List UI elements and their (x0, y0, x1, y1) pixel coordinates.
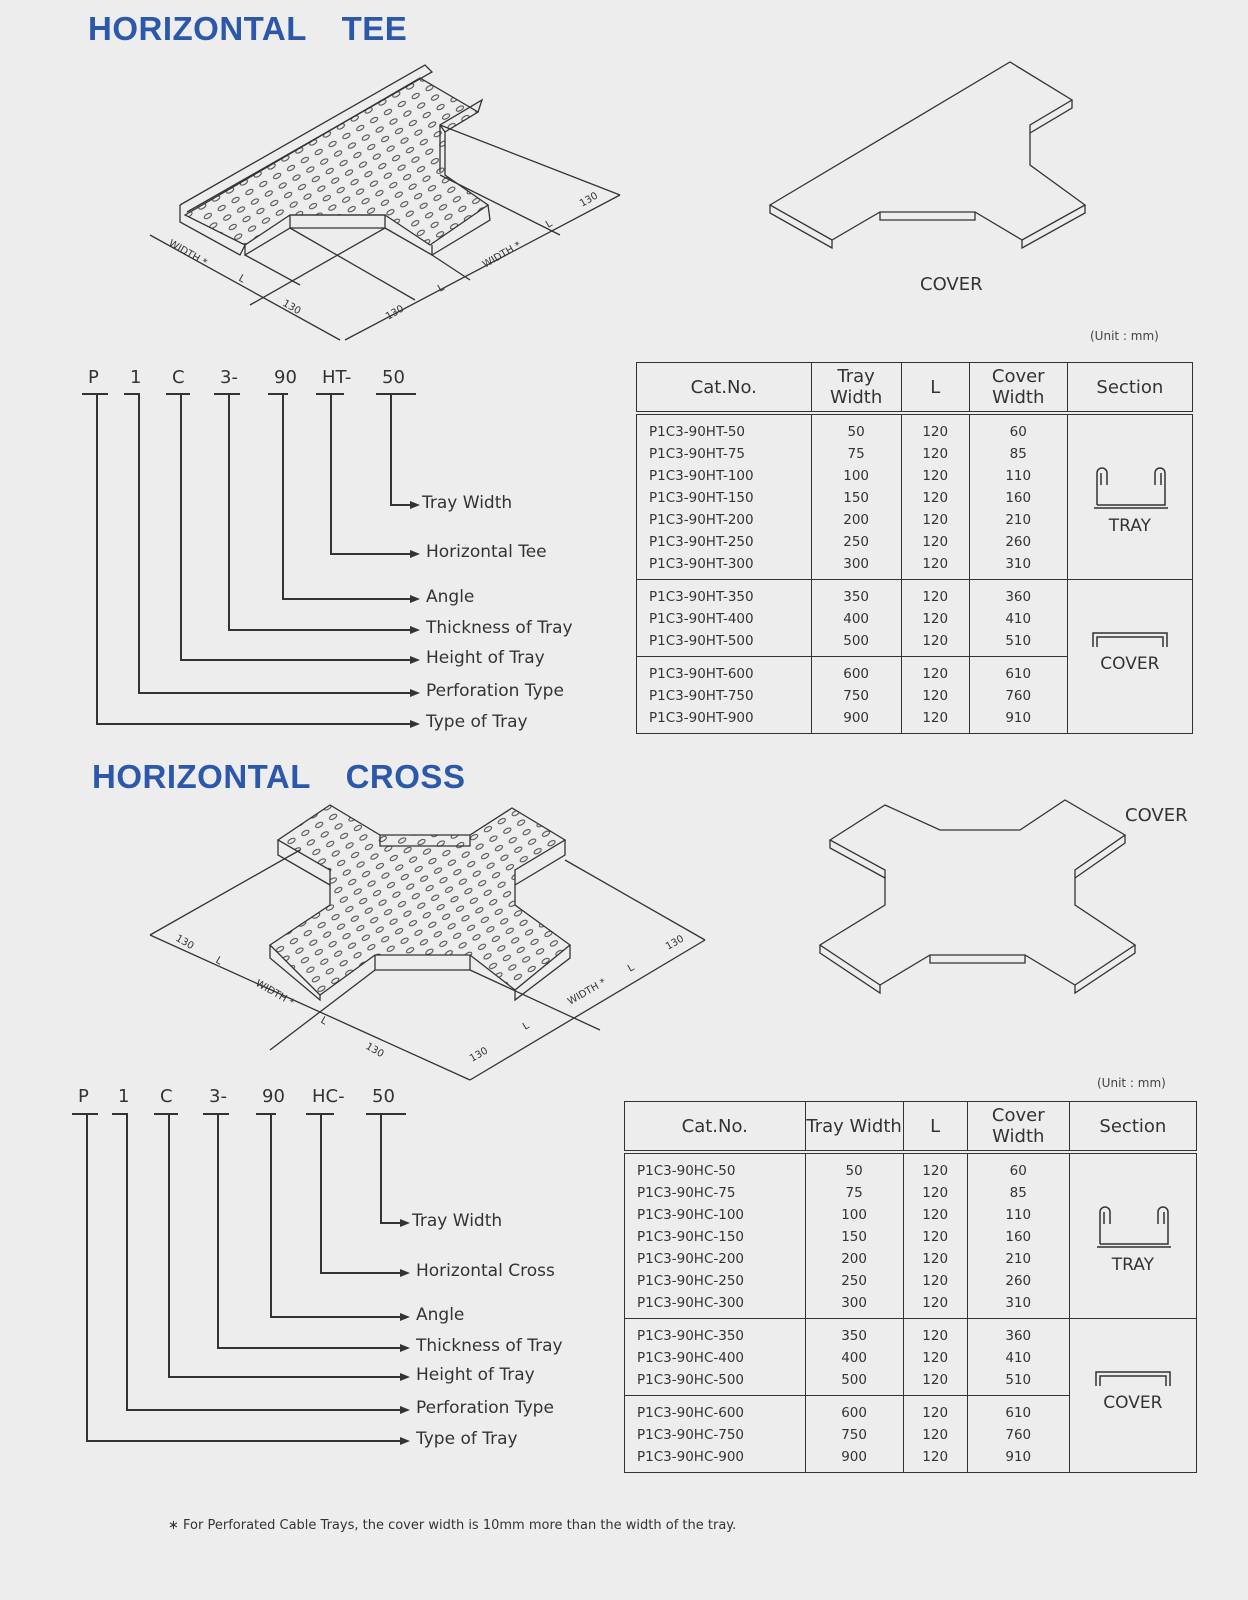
table-cell: 120 (903, 1292, 967, 1319)
section-cover (1069, 1319, 1196, 1473)
table-cell: 120 (901, 553, 969, 580)
table-cell: 120 (903, 1248, 967, 1270)
table-cell: P1C3-90HT-400 (637, 608, 812, 630)
leader-line (330, 393, 332, 553)
table-cell: 120 (901, 413, 969, 443)
table-cell: 150 (805, 1226, 903, 1248)
leader-line (228, 393, 230, 629)
table-cell: 150 (811, 487, 901, 509)
table-cell: 50 (811, 413, 901, 443)
leader-line (390, 504, 410, 506)
table-cell: P1C3-90HT-150 (637, 487, 812, 509)
code-part: P (88, 367, 99, 388)
section-tray (1069, 1152, 1196, 1319)
table-cell: 250 (805, 1270, 903, 1292)
table-cell: 60 (967, 1152, 1069, 1182)
code-part: 50 (382, 367, 405, 388)
table-cell: P1C3-90HC-350 (625, 1319, 806, 1348)
cross-spec-table (624, 1101, 1197, 1473)
table-cell: 360 (969, 580, 1067, 609)
leader-line (138, 692, 410, 694)
table-cell: 200 (805, 1248, 903, 1270)
table-cell: P1C3-90HC-250 (625, 1270, 806, 1292)
table-cell: 300 (805, 1292, 903, 1319)
leader-line (126, 1113, 128, 1409)
table-cell: 760 (969, 685, 1067, 707)
tee-dim-l-far: L (544, 218, 555, 231)
table-header-cell: Section (1069, 1102, 1196, 1153)
table-header-cell: L (901, 363, 969, 414)
code-underline (203, 1113, 229, 1115)
table-cell: P1C3-90HT-200 (637, 509, 812, 531)
tray-section-icon (1085, 465, 1175, 511)
table-cell: P1C3-90HT-250 (637, 531, 812, 553)
code-underline (166, 393, 190, 395)
leader-line (282, 393, 284, 598)
tee-dim-l-right: L (436, 282, 447, 295)
table-cell: 75 (811, 443, 901, 465)
table-cell: P1C3-90HT-500 (637, 630, 812, 657)
table-cell: 510 (969, 630, 1067, 657)
table-cell: 120 (901, 608, 969, 630)
arrow-icon (410, 595, 420, 603)
leader-line (86, 1113, 88, 1440)
leader-line (217, 1113, 219, 1347)
table-cell: P1C3-90HT-600 (637, 657, 812, 686)
table-cell: 750 (811, 685, 901, 707)
arrow-icon (410, 550, 420, 558)
code-legend-label: Tray Width (422, 493, 513, 513)
table-cell: 75 (805, 1182, 903, 1204)
table-cell: 310 (969, 553, 1067, 580)
code-legend-label: Tray Width (412, 1211, 503, 1231)
table-cell: P1C3-90HC-150 (625, 1226, 806, 1248)
section-tray-label: TRAY (1111, 1254, 1154, 1275)
arrow-icon (410, 720, 420, 728)
table-cell: 900 (805, 1446, 903, 1473)
table-cell: 120 (903, 1152, 967, 1182)
table-cell: 160 (967, 1226, 1069, 1248)
code-part: C (172, 367, 185, 388)
table-cell: 100 (805, 1204, 903, 1226)
leader-line (138, 393, 140, 692)
table-cell: 900 (811, 707, 901, 734)
code-part: P (78, 1086, 89, 1107)
arrow-icon (410, 656, 420, 664)
table-cell: 120 (903, 1182, 967, 1204)
table-cell: P1C3-90HC-500 (625, 1369, 806, 1396)
leader-line (180, 659, 410, 661)
section-cover (1067, 580, 1192, 734)
code-legend-label: Thickness of Tray (426, 618, 573, 638)
table-cell: 600 (811, 657, 901, 686)
code-legend-label: Perforation Type (416, 1398, 554, 1418)
leader-line (380, 1222, 400, 1224)
table-cell: 120 (903, 1270, 967, 1292)
arrow-icon (400, 1373, 410, 1381)
table-cell: 300 (811, 553, 901, 580)
arrow-icon (400, 1313, 410, 1321)
table-cell: 410 (967, 1347, 1069, 1369)
leader-line (270, 1113, 272, 1316)
tee-dim-l-left: L (236, 273, 247, 286)
code-part: HC- (312, 1086, 345, 1107)
code-legend-label: Horizontal Tee (426, 542, 547, 562)
table-cell: P1C3-90HC-300 (625, 1292, 806, 1319)
code-underline (82, 393, 108, 395)
table-header-cell: Cover Width (969, 363, 1067, 414)
leader-line (96, 393, 98, 723)
tee-dim-width-left: WIDTH * (166, 238, 209, 269)
leader-line (320, 1272, 400, 1274)
section-tray (1067, 413, 1192, 580)
code-legend-label: Horizontal Cross (416, 1261, 555, 1281)
section-cover-label: COVER (1100, 654, 1160, 674)
arrow-icon (400, 1344, 410, 1352)
table-cell: P1C3-90HT-50 (637, 413, 812, 443)
arrow-icon (410, 501, 420, 509)
table-cell: P1C3-90HC-75 (625, 1182, 806, 1204)
code-part: 90 (262, 1086, 285, 1107)
leader-line (320, 1113, 322, 1272)
table-cell: 60 (969, 413, 1067, 443)
table-cell: 120 (901, 509, 969, 531)
leader-line (180, 393, 182, 659)
cross-dim-130-right: 130 (468, 1045, 491, 1065)
table-cell: P1C3-90HC-600 (625, 1396, 806, 1425)
cross-unit: (Unit : mm) (1097, 1076, 1166, 1090)
code-underline (268, 393, 288, 395)
table-cell: 910 (969, 707, 1067, 734)
cross-cover-label: COVER (1125, 805, 1188, 826)
section-cover-label: COVER (1103, 1393, 1163, 1413)
table-cell: 310 (967, 1292, 1069, 1319)
cross-dim-l-left: L (213, 955, 224, 968)
table-cell: P1C3-90HC-100 (625, 1204, 806, 1226)
table-cell: 50 (805, 1152, 903, 1182)
arrow-icon (410, 689, 420, 697)
table-cell: 110 (969, 465, 1067, 487)
table-cell: P1C3-90HT-300 (637, 553, 812, 580)
tee-unit: (Unit : mm) (1090, 329, 1159, 343)
leader-line (168, 1113, 170, 1376)
cross-dim-width-left: WIDTH * (253, 978, 296, 1009)
table-cell: 120 (903, 1369, 967, 1396)
table-cell: 120 (901, 580, 969, 609)
table-header-cell: Cat.No. (625, 1102, 806, 1153)
table-cell: 120 (901, 487, 969, 509)
table-cell: 120 (901, 707, 969, 734)
table-cell: 500 (805, 1369, 903, 1396)
code-underline (154, 1113, 178, 1115)
table-header-cell: L (903, 1102, 967, 1153)
table-cell: P1C3-90HT-900 (637, 707, 812, 734)
table-cell: P1C3-90HC-400 (625, 1347, 806, 1369)
cross-cover-drawing (820, 800, 1135, 993)
table-cell: P1C3-90HT-75 (637, 443, 812, 465)
table-cell: 250 (811, 531, 901, 553)
cross-tray-drawing (0, 780, 1248, 1100)
table-cell: P1C3-90HC-750 (625, 1424, 806, 1446)
table-cell: 120 (903, 1319, 967, 1348)
table-cell: 210 (969, 509, 1067, 531)
table-cell: 210 (967, 1248, 1069, 1270)
table-cell: 350 (805, 1319, 903, 1348)
tee-spec-table (636, 362, 1193, 734)
tee-dim-130-far: 130 (578, 190, 601, 210)
cross-dim-130-left: 130 (173, 933, 196, 953)
table-header-row (625, 1102, 1197, 1153)
table-cell: 360 (967, 1319, 1069, 1348)
code-part: C (160, 1086, 173, 1107)
table-cell: 410 (969, 608, 1067, 630)
tee-tray-floor (185, 78, 488, 245)
tee-title: HORIZONTAL TEE (88, 10, 408, 47)
arrow-icon (400, 1437, 410, 1445)
table-cell: 260 (969, 531, 1067, 553)
leader-line (228, 629, 410, 631)
cover-section-icon (1085, 629, 1175, 649)
code-legend-label: Thickness of Tray (416, 1336, 563, 1356)
arrow-icon (400, 1269, 410, 1277)
arrow-icon (410, 626, 420, 634)
table-cell: 120 (903, 1226, 967, 1248)
code-underline (366, 1113, 406, 1115)
code-part: 50 (372, 1086, 395, 1107)
table-cell: 400 (805, 1347, 903, 1369)
table-cell: 500 (811, 630, 901, 657)
table-cell: 200 (811, 509, 901, 531)
leader-line (86, 1440, 400, 1442)
leader-line (380, 1113, 382, 1222)
code-legend-label: Type of Tray (416, 1429, 518, 1449)
table-cell: 120 (901, 657, 969, 686)
table-cell: 110 (967, 1204, 1069, 1226)
table-cell: 120 (903, 1396, 967, 1425)
leader-line (330, 553, 410, 555)
tee-cover-label: COVER (920, 274, 983, 295)
table-cell: P1C3-90HT-350 (637, 580, 812, 609)
code-legend-label: Angle (416, 1305, 465, 1325)
cross-dim-width-right: WIDTH * (566, 976, 609, 1008)
table-cell: P1C3-90HT-100 (637, 465, 812, 487)
leader-line (126, 1409, 400, 1411)
leader-line (270, 1316, 400, 1318)
tee-tray-drawing (0, 0, 1248, 360)
cross-tray-floor (270, 805, 570, 995)
code-legend-label: Type of Tray (426, 712, 528, 732)
table-cell: 350 (811, 580, 901, 609)
cross-dim-130-left2: 130 (363, 1041, 386, 1061)
table-cell: 400 (811, 608, 901, 630)
table-cell: 120 (901, 630, 969, 657)
table-cell: 120 (901, 465, 969, 487)
table-cell: P1C3-90HT-750 (637, 685, 812, 707)
table-cell: 760 (967, 1424, 1069, 1446)
code-part: 3- (220, 367, 238, 388)
table-cell: 120 (901, 443, 969, 465)
code-underline (256, 1113, 276, 1115)
cross-title: HORIZONTAL CROSS (92, 758, 466, 795)
table-cell: 120 (903, 1446, 967, 1473)
table-cell: 910 (967, 1446, 1069, 1473)
table-cell: 120 (903, 1347, 967, 1369)
arrow-icon (400, 1219, 410, 1227)
tee-dim-130-left: 130 (280, 298, 303, 318)
table-row (637, 580, 1193, 609)
table-cell: 160 (969, 487, 1067, 509)
table-cell: 85 (969, 443, 1067, 465)
table-cell: 120 (903, 1424, 967, 1446)
leader-line (96, 723, 410, 725)
code-underline (376, 393, 416, 395)
table-cell: P1C3-90HC-900 (625, 1446, 806, 1473)
code-part: 90 (274, 367, 297, 388)
table-cell: 750 (805, 1424, 903, 1446)
code-legend-label: Height of Tray (416, 1365, 535, 1385)
code-part: HT- (322, 367, 352, 388)
table-row (637, 413, 1193, 443)
table-cell: 610 (967, 1396, 1069, 1425)
code-underline (72, 1113, 98, 1115)
table-cell: 85 (967, 1182, 1069, 1204)
code-legend-label: Perforation Type (426, 681, 564, 701)
table-header-cell: Cat.No. (637, 363, 812, 414)
code-legend-label: Angle (426, 587, 475, 607)
tee-dim-130-mid: 130 (384, 303, 407, 323)
table-cell: 100 (811, 465, 901, 487)
table-header-cell: Cover Width (967, 1102, 1069, 1153)
arrow-icon (400, 1406, 410, 1414)
table-cell: P1C3-90HC-200 (625, 1248, 806, 1270)
table-cell: 610 (969, 657, 1067, 686)
table-header-cell: Tray Width (805, 1102, 903, 1153)
code-part: 1 (130, 367, 142, 388)
table-cell: P1C3-90HC-50 (625, 1152, 806, 1182)
cross-dim-l-right: L (521, 1020, 532, 1033)
tray-section-icon (1088, 1204, 1178, 1250)
table-row (625, 1319, 1197, 1348)
table-cell: 600 (805, 1396, 903, 1425)
cover-section-icon (1088, 1368, 1178, 1388)
cross-dim-l-left2: L (318, 1015, 329, 1028)
section-tray-label: TRAY (1108, 515, 1151, 536)
tee-dim-width-right: WIDTH * (481, 239, 524, 271)
leader-line (168, 1376, 400, 1378)
table-row (625, 1152, 1197, 1182)
tee-cover-drawing (770, 62, 1085, 248)
table-cell: 120 (903, 1204, 967, 1226)
leader-line (282, 598, 410, 600)
leader-line (390, 393, 392, 504)
code-part: 1 (118, 1086, 130, 1107)
cross-dim-l-far: L (626, 962, 637, 975)
code-underline (214, 393, 240, 395)
footnote: ∗ For Perforated Cable Trays, the cover width is 10mm more than the width of the tray. (168, 1518, 737, 1533)
table-header-row (637, 363, 1193, 414)
cross-dim-130-far: 130 (664, 933, 687, 953)
table-header-cell: Tray Width (811, 363, 901, 414)
table-cell: 120 (901, 685, 969, 707)
table-cell: 510 (967, 1369, 1069, 1396)
table-cell: 260 (967, 1270, 1069, 1292)
leader-line (217, 1347, 400, 1349)
table-cell: 120 (901, 531, 969, 553)
table-header-cell: Section (1067, 363, 1192, 414)
code-part: 3- (209, 1086, 227, 1107)
code-legend-label: Height of Tray (426, 648, 545, 668)
